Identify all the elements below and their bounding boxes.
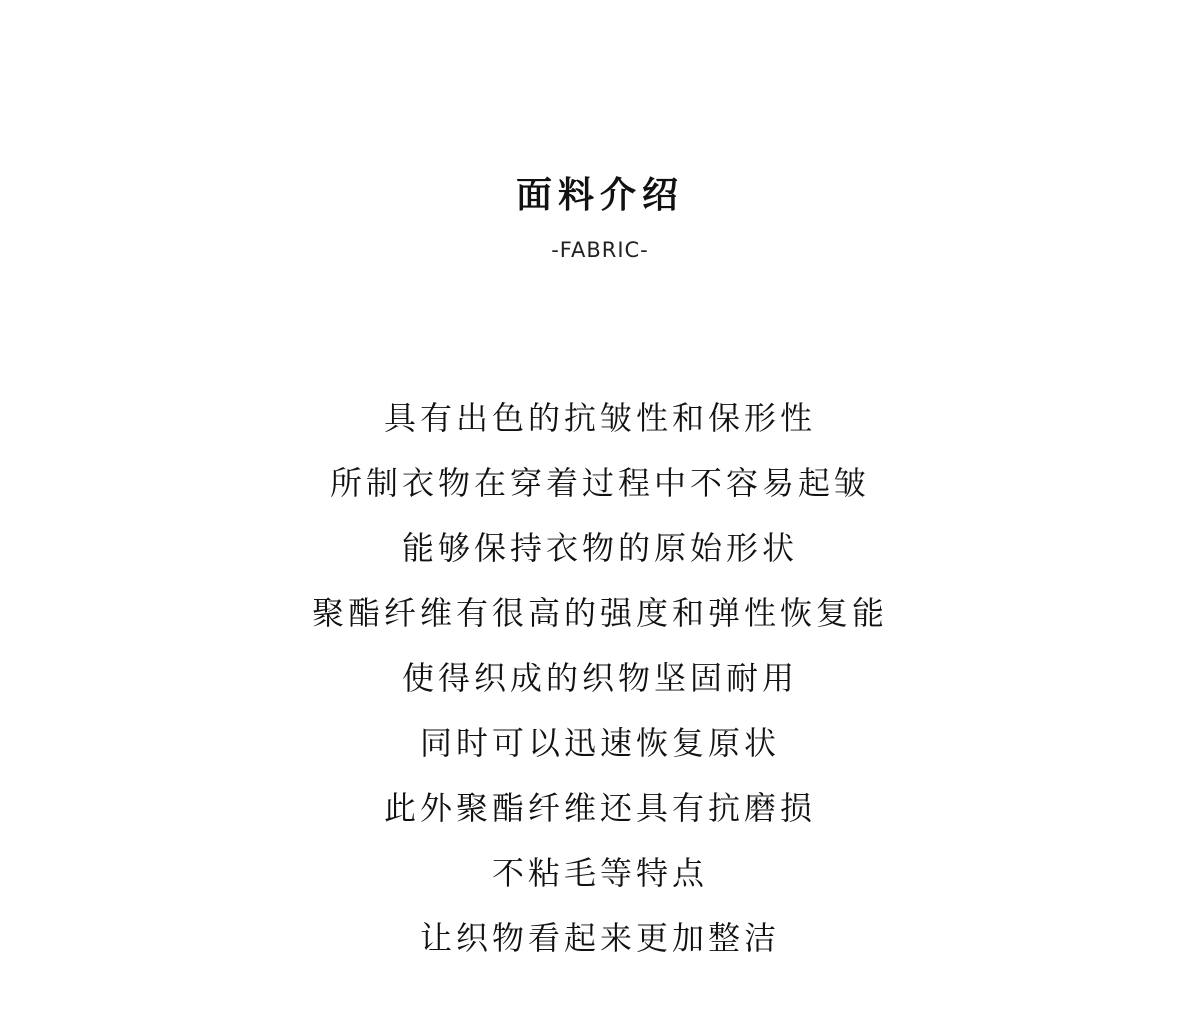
description-line: 不粘毛等特点 xyxy=(491,854,708,892)
fabric-description xyxy=(0,392,1200,977)
description-line: 聚酯纤维有很高的强度和弹性恢复能 xyxy=(311,594,888,632)
description-line: 所制衣物在穿着过程中不容易起皱 xyxy=(329,464,870,502)
description-line: 能够保持衣物的原始形状 xyxy=(401,529,798,567)
description-line: 此外聚酯纤维还具有抗磨损 xyxy=(383,789,816,827)
description-line: 让织物看起来更加整洁 xyxy=(419,919,780,957)
description-line: 使得织成的织物坚固耐用 xyxy=(401,659,798,697)
section-subtitle: -FABRIC- xyxy=(551,238,649,262)
section-title: 面料介绍 xyxy=(515,175,684,217)
description-line: 具有出色的抗皱性和保形性 xyxy=(383,399,816,437)
description-line: 同时可以迅速恢复原状 xyxy=(419,724,780,762)
